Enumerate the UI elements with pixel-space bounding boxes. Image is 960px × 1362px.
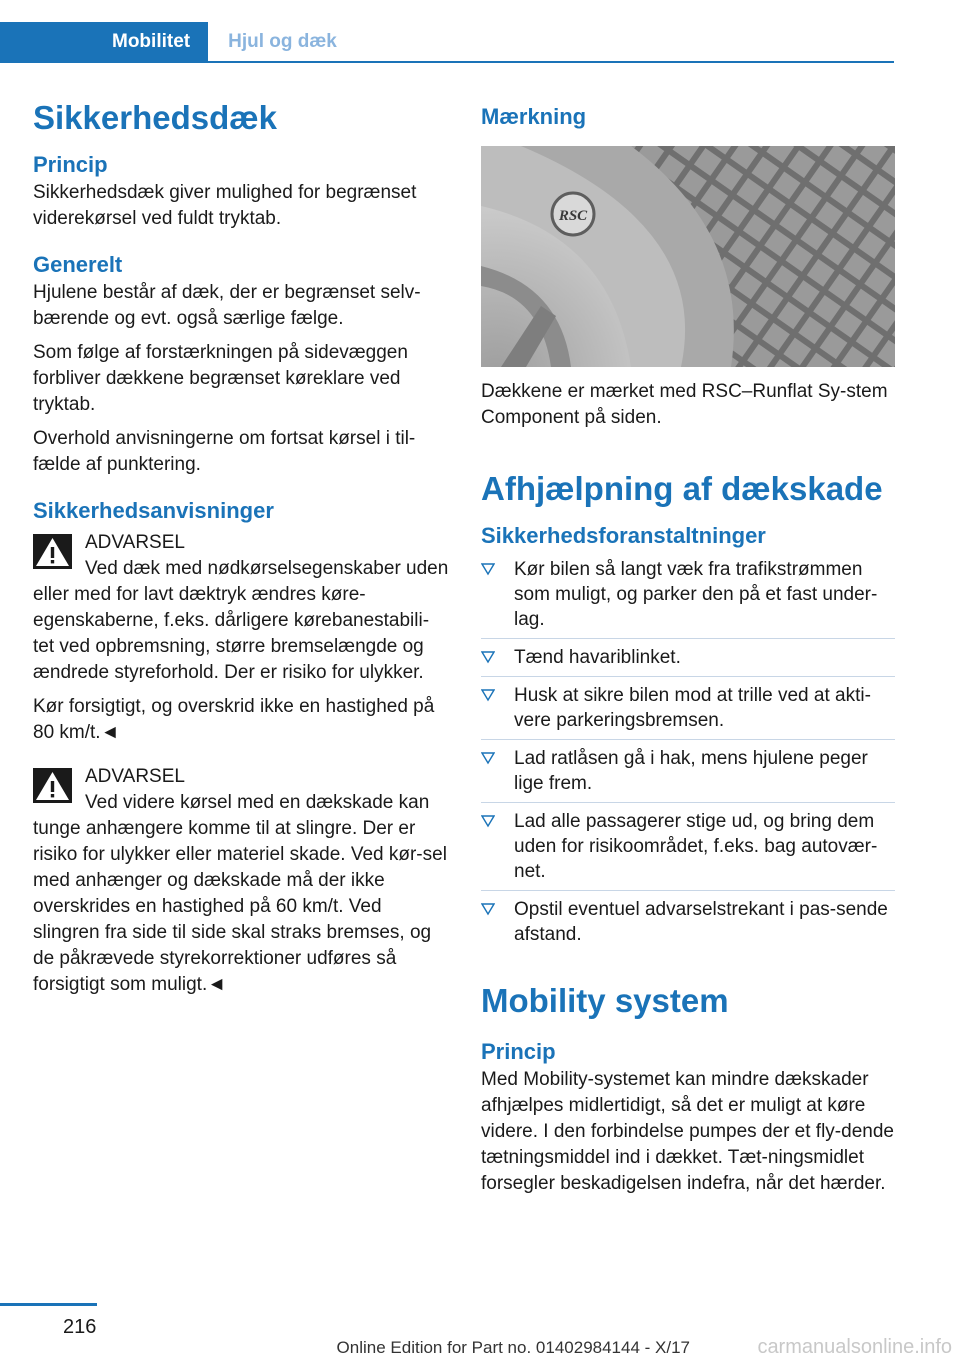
header-rule (0, 61, 894, 63)
list-item (481, 803, 895, 891)
section-title-sikkerhedsdaek: Sikkerhedsdæk (33, 99, 277, 136)
list-item (481, 677, 895, 740)
list-item-text: Lad ratlåsen gå i hak, mens hjulene peger lige frem. (514, 748, 868, 794)
warning-1-text: Ved dæk med nødkørselsegenskaber uden eller med for lavt dæktryk ændres køre-egenskaberne, f.eks. dårligere kørebanestabili-tet ved opbremsning, større bremselængde og ændrede styreforhold. Der er risiko for ulykker. (33, 558, 449, 683)
heading-sikkerhedsanvisninger: Sikkerhedsanvisninger (33, 498, 274, 523)
mobility-text: Med Mobility-systemet kan mindre dækskader afhjælpes midlertidigt, så det er muligt at køre videre. I den forbindelse pumpes der et fly-dende tætningsmiddel ind i dækket. Tæt-ningsmidlet forsegler beskadigelsen indefra, når det hærder. (481, 1069, 894, 1194)
list-item-text: Lad alle passagerer stige ud, og bring dem uden for risikoområdet, f.eks. bag autovær-net. (514, 811, 878, 882)
measures-list (481, 551, 895, 953)
watermark: carmanualsonline.info (757, 1336, 952, 1358)
edition-text: Online Edition for Part no. 01402984144 - X/17 (336, 1338, 690, 1357)
triangle-bullet-icon (481, 751, 495, 765)
section-title-mobility-system: Mobility system (481, 982, 729, 1019)
list-item (481, 639, 895, 677)
right-column (481, 96, 895, 1197)
heading-generelt: Generelt (33, 252, 123, 277)
left-column (33, 96, 449, 998)
list-item-text: Tænd havariblinket. (514, 647, 681, 668)
warning-triangle-icon (33, 768, 72, 803)
tire-sidewall-figure (481, 146, 895, 367)
list-item (481, 740, 895, 803)
warning-2-label: ADVARSEL (85, 766, 185, 787)
triangle-bullet-icon (481, 562, 495, 576)
tab-mobilitet[interactable]: Mobilitet (0, 22, 208, 62)
heading-princip: Princip (33, 152, 108, 177)
warning-block-1 (33, 530, 449, 746)
list-item-text: Kør bilen så langt væk fra trafikstrømmen som muligt, og parker den på et fast under-lag. (514, 559, 878, 630)
triangle-bullet-icon (481, 650, 495, 664)
footer-rule (0, 1303, 97, 1306)
warning-triangle-icon (33, 534, 72, 569)
list-item (481, 551, 895, 639)
list-item-text: Husk at sikre bilen mod at trille ved at akti-vere parkeringsbremsen. (514, 685, 871, 731)
list-item (481, 891, 895, 953)
tab-hjul-og-daek[interactable]: Hjul og dæk (228, 31, 337, 52)
list-item-text: Opstil eventuel advarselstrekant i pas-sende afstand. (514, 899, 888, 945)
triangle-bullet-icon (481, 902, 495, 916)
warning-1-paragraph-2: Kør forsigtigt, og overskrid ikke en hastighed på 80 km/t.◄ (33, 696, 435, 743)
triangle-bullet-icon (481, 688, 495, 702)
princip-text: Sikkerhedsdæk giver mulighed for begrænset viderekørsel ved fuldt tryktab. (33, 182, 417, 229)
generelt-paragraph-3: Overhold anvisningerne om fortsat kørsel i til-fælde af punktering. (33, 428, 416, 475)
generelt-paragraph-1: Hjulene består af dæk, der er begrænset selv-bærende og evt. også særlige fælge. (33, 282, 421, 329)
section-title-afhjaelpning: Afhjælpning af dækskade (481, 470, 883, 507)
marking-text: Dækkene er mærket med RSC–Runflat Sy-stem Component på siden. (481, 381, 888, 428)
warning-2-text: Ved videre kørsel med en dækskade kan tunge anhængere komme til at slingre. Der er risiko for ulykker eller materiel skade. Ved kør-sel med anhænger og dækskade må der ikke overskrides en hastighed på 60 km/t. Ved slingren fra side til side skal straks bremses, og de påkrævede styrekorrektioner udføres så forsigtigt som muligt.◄ (33, 792, 447, 995)
warning-1-label: ADVARSEL (85, 532, 185, 553)
heading-mobility-princip: Princip (481, 1039, 556, 1064)
heading-maerkning: Mærkning (481, 104, 587, 129)
warning-block-2 (33, 764, 449, 998)
generelt-paragraph-2: Som følge af forstærkningen på sidevæggen forbliver dækkene begrænset køreklare ved tryktab. (33, 342, 408, 415)
page-number: 216 (63, 1316, 97, 1338)
triangle-bullet-icon (481, 814, 495, 828)
rsc-logo-text: RSC (558, 208, 588, 224)
header-tabs (0, 22, 357, 62)
heading-sikkerhedsforanstaltninger: Sikkerhedsforanstaltninger (481, 523, 766, 548)
